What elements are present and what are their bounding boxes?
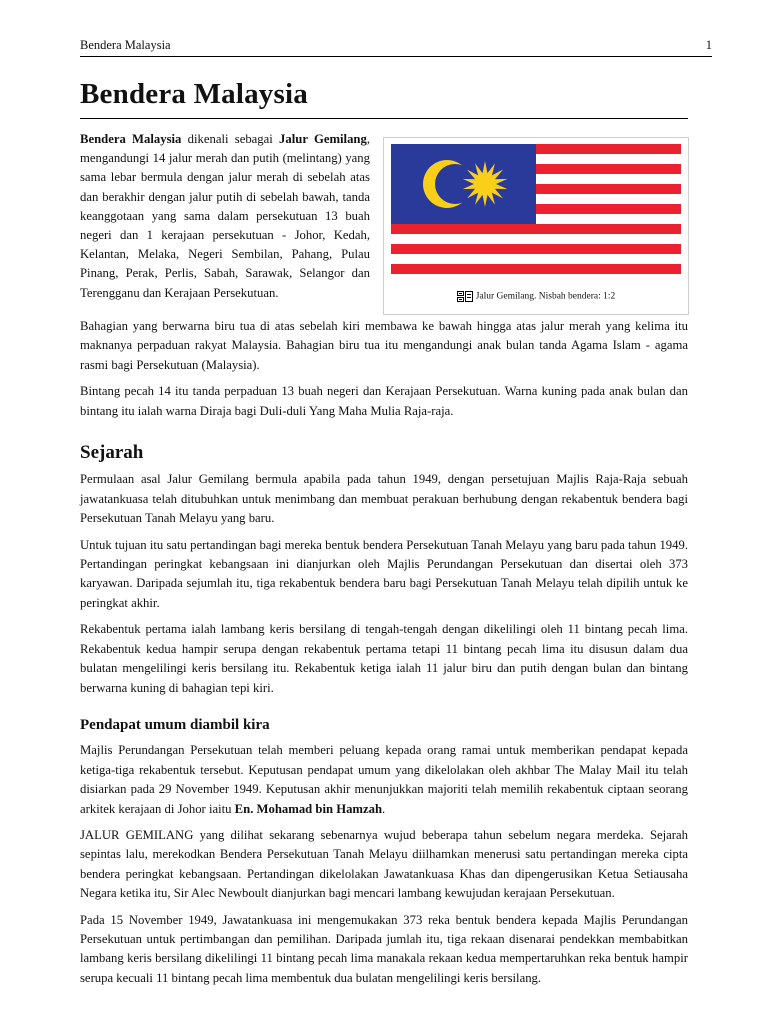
intro-paragraph <box>80 130 370 303</box>
figure-caption <box>384 291 688 302</box>
pendapat-paragraph-3: Pada 15 November 1949, Jawatankuasa ini mengemukakan 373 reka bentuk bendera kepada Majlis Perundangan Persekutuan untuk pertimbangan dan pemilihan. Daripada jumlah itu, tiga rekaan disenarai pendekkan membabitkan lambang keris bersilang dikelilingi 11 bintang pecah lima manakala rekaan kedua mempertaruhkan reka bentuk hampir serupa kecuali 11 bintang pecah lima membentuk dua bulatan mengelilingi keris bersilang. <box>80 912 688 985</box>
running-head-title: Bendera Malaysia <box>80 38 171 52</box>
flag-stripe <box>391 264 681 274</box>
main-content <box>80 317 688 995</box>
flag-image[interactable] <box>391 144 681 284</box>
intro-bold-alias: Jalur Gemilang <box>279 132 367 146</box>
section-heading-pendapat: Pendapat umum diambil kira <box>80 716 270 733</box>
intro-text-2: , mengandungi 14 jalur merah dan putih (melintang) yang sama lebar bermula dengan jalur merah di sebelah atas dan berakhir dengan jalur putih di sebelah bawah, tanda keanggotaan yang sama dalam persekutuan 13 buah negeri dan 1 kerajaan persekutuan - Johor, Kedah, Kelantan, Melaka, Negeri Sembilan, Pahang, Pulau Pinang, Perak, Perlis, Sabah, Sarawak, Selangor dan Terengganu dan Kerajaan Persekutuan. <box>80 132 370 300</box>
pendapat-p1-end: . <box>382 801 386 816</box>
page-title: Bendera Malaysia <box>80 78 308 110</box>
caption-text: Jalur Gemilang. Nisbah bendera: 1:2 <box>475 291 616 302</box>
section-heading-sejarah: Sejarah <box>80 442 144 464</box>
flag-stripe <box>391 274 681 284</box>
sejarah-paragraph-3: Rekabentuk pertama ialah lambang keris bersilang di tengah-tengah dengan dikelilingi oleh 11 bintang pecah lima. Rekabentuk kedua hampir serupa dengan rekabentuk pertama tetapi 11 bintang pecah lima itu disusun dalam dua bulatan mengelilingi keris bersilang itu. Rekabentuk ketiga ialah 11 jalur biru dan putih dengan bulan dan bintang berwarna kuning di bahagian tepi kiri. <box>80 622 688 695</box>
flag-stripe <box>391 234 681 244</box>
intro-bold-name: Bendera Malaysia <box>80 132 182 146</box>
flag-stripe <box>391 254 681 264</box>
running-header <box>80 36 712 57</box>
architect-name: En. Mohamad bin Hamzah <box>234 801 383 816</box>
paragraph-star: Bintang pecah 14 itu tanda perpaduan 13 buah negeri dan Kerajaan Persekutuan. Warna kuning pada anak bulan dan bintang itu ialah warna Diraja bagi Duli-duli Yang Maha Mulia Raja-raja. <box>80 384 688 418</box>
crescent-cutout <box>435 164 475 204</box>
flag-stripe <box>391 244 681 254</box>
paragraph-blue-canton: Bahagian yang berwarna biru tua di atas sebelah kiri membawa ke bawah hingga atas jalur merah yang kelima itu maknanya perpaduan rakyat Malaysia. Bahagian biru tua itu mengandungi anak bulan tanda Agama Islam - agama rasmi bagi Persekutuan (Malaysia). <box>80 319 688 372</box>
pendapat-paragraph-2: JALUR GEMILANG yang dilihat sekarang sebenarnya wujud beberapa tahun sebelum negara merdeka. Sejarah sepintas lalu, merekodkan Bendera Persekutuan Tanah Melayu diilhamkan menerusi satu pertandingan mereka cipta bendera peringkat kebangsaan. Pertandingan dikelolakan Jawatankuasa Khas dan dipengerusikan Ketua Setiausaha Negara ketika itu, Sir Alec Newboult dianjurkan bagi mencari lambang kewujudan kerajaan Persekutuan. <box>80 827 688 901</box>
pendapat-p1-text: Majlis Perundangan Persekutuan telah memberi peluang kepada orang ramai untuk memberikan pendapat kepada ketiga-tiga rekabentuk tersebut. Keputusan pendapat umum yang dikelolakan oleh akhbar The Malay Mail itu telah disiarkan pada 29 November 1949. Keputusan akhir menunjukkan majoriti telah memilih rekabentuk ciptaan seorang arkitek kerajaan di Johor iaitu <box>80 743 688 816</box>
page-number: 1 <box>705 38 712 52</box>
sejarah-paragraph-1: Permulaan asal Jalur Gemilang bermula apabila pada tahun 1949, dengan persetujuan Majlis Raja-Raja sebuah jawatankuasa telah ditubuhkan untuk menimbang dan membuat perakuan berhubung dengan rekabentuk bendera bagi Persekutuan Tanah Melayu yang baru. <box>80 472 688 526</box>
intro-text-1: dikenali sebagai <box>181 132 280 146</box>
flag-stripe <box>391 224 681 234</box>
pendapat-paragraph-1 <box>80 741 688 819</box>
enlarge-icon[interactable] <box>457 291 473 302</box>
sejarah-paragraph-2: Untuk tujuan itu satu pertandingan bagi mereka bentuk bendera Persekutuan Tanah Melayu yang baru pada tahun 1949. Pertandingan peringkat kebangsaan ini dianjurkan oleh Majlis Perundangan Persekutuan dan disertai oleh 373 karyawan. Daripada sejumlah itu, tiga rekabentuk bendera baru bagi Persekutuan Tanah Melayu telah dipilih untuk ke peringkat akhir. <box>80 537 688 610</box>
flag-figure <box>383 137 689 315</box>
title-divider <box>80 118 688 119</box>
